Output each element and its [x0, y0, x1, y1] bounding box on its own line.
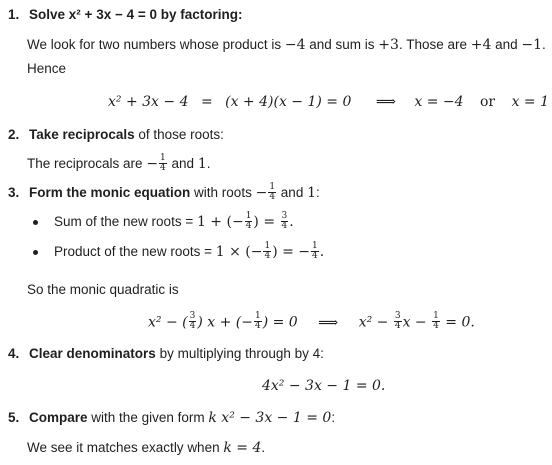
- denominator: 4: [254, 321, 261, 331]
- step-title-bold: Compare: [29, 410, 88, 425]
- fraction: [311, 242, 319, 261]
- implies-arrow: ⟹: [375, 94, 396, 110]
- denominator: 4: [433, 321, 439, 331]
- math: .: [319, 244, 325, 261]
- bullet-sum: [54, 213, 294, 232]
- text: .: [542, 37, 546, 52]
- monic-equation: [148, 313, 475, 332]
- denominator: 4: [245, 221, 252, 231]
- math: = 0.: [440, 314, 475, 331]
- text: The reciprocals are: [27, 156, 147, 172]
- math-value: −4: [284, 37, 306, 53]
- root-2: x = 1: [511, 94, 550, 110]
- math-sign: −: [255, 185, 268, 202]
- denominator: 4: [160, 163, 166, 173]
- math: ) x + (−: [197, 314, 253, 331]
- denominator: 4: [312, 251, 318, 261]
- fraction: [159, 154, 167, 173]
- step-1-heading: [8, 7, 243, 22]
- step-2-paragraph: [27, 155, 211, 174]
- denominator: 4: [189, 321, 196, 331]
- math-value: +3: [378, 37, 399, 53]
- step-title: Solve x² + 3x − 4 = 0 by factoring:: [29, 7, 243, 22]
- step-4-heading: [8, 346, 324, 361]
- denominator: 4: [269, 192, 276, 202]
- fraction: [268, 183, 276, 202]
- fraction: [189, 312, 197, 331]
- text: and: [491, 37, 522, 52]
- numerator: 1: [433, 311, 439, 321]
- step-title-bold: Form the monic equation: [29, 185, 191, 201]
- step-title-bold: Take reciprocals: [29, 127, 135, 142]
- implies-arrow: ⟹: [318, 314, 339, 331]
- math: 4x² − 3x − 1 = 0.: [262, 378, 386, 394]
- root-1: x = −4: [414, 94, 464, 110]
- text: We look for two numbers whose product is: [27, 37, 285, 52]
- math-value: +4: [470, 37, 492, 53]
- text: Sum of the new roots =: [54, 214, 197, 230]
- math-sign: −: [146, 156, 159, 173]
- step-1-paragraph: [27, 37, 546, 53]
- text: :: [316, 185, 320, 201]
- math: x² − (: [148, 314, 188, 331]
- math-value: 1: [197, 156, 207, 173]
- step-title-rest: by multiplying through by 4:: [155, 346, 324, 361]
- math: k x² − 3x − 1 = 0: [208, 410, 332, 426]
- step-3-heading: [8, 184, 320, 203]
- fraction: [432, 312, 440, 331]
- numerator: 3: [189, 311, 196, 321]
- math: x² −: [358, 314, 393, 331]
- bullet-icon: [33, 250, 38, 255]
- step-5-paragraph: [27, 440, 265, 456]
- text: .: [206, 156, 211, 172]
- numerator: 1: [269, 182, 276, 192]
- text: :: [331, 410, 336, 425]
- math: 1 + (−: [196, 214, 244, 231]
- text: and sum is: [305, 37, 379, 52]
- numerator: 1: [264, 241, 271, 251]
- text: We see it matches exactly when: [27, 440, 224, 455]
- text: .: [261, 440, 266, 455]
- fraction: [281, 212, 289, 231]
- equals-sign: =: [200, 94, 213, 110]
- equation-rhs: (x + 4)(x − 1) = 0: [225, 94, 352, 110]
- math-value: 1: [307, 185, 316, 202]
- step-number: 1.: [8, 7, 20, 22]
- step-number: 3.: [8, 185, 20, 201]
- bullet-product: [54, 243, 324, 262]
- step-number: 4.: [8, 346, 20, 361]
- math: k = 4: [223, 440, 262, 456]
- text: . Those are: [398, 37, 471, 52]
- text: Product of the new roots =: [54, 244, 216, 260]
- fraction: [245, 212, 253, 231]
- math: 1 × (−: [215, 244, 263, 261]
- fraction: [254, 312, 262, 331]
- or-word: or: [480, 94, 496, 110]
- step-title-rest: with roots: [190, 185, 256, 201]
- factoring-equation: [108, 94, 549, 110]
- step-1-hence: Hence: [27, 61, 67, 76]
- numerator: 1: [160, 153, 166, 163]
- denominator: 4: [281, 221, 288, 231]
- step-title-rest: with the given form: [87, 410, 209, 425]
- bullet-icon: [33, 220, 38, 225]
- math: ) =: [253, 214, 280, 231]
- step-title-rest: of those roots:: [134, 127, 224, 142]
- numerator: 3: [394, 311, 401, 321]
- fraction: [263, 242, 271, 261]
- step-2-heading: [8, 127, 224, 142]
- math: ) = 0: [262, 314, 298, 331]
- numerator: 1: [312, 241, 318, 251]
- text: and: [277, 185, 308, 201]
- numerator: 3: [281, 211, 288, 221]
- math: .: [289, 214, 294, 231]
- step-number: 5.: [8, 410, 20, 425]
- cleared-equation: [262, 378, 385, 394]
- math: x −: [402, 314, 432, 331]
- math: ) = −: [272, 244, 311, 261]
- step-title-bold: Clear denominators: [29, 346, 156, 361]
- step-5-heading: [8, 410, 335, 426]
- numerator: 1: [245, 211, 252, 221]
- text: and: [167, 156, 198, 172]
- equation-lhs: x² + 3x − 4: [108, 94, 189, 110]
- step-3-paragraph: So the monic quadratic is: [27, 282, 179, 297]
- fraction: [394, 312, 402, 331]
- step-number: 2.: [8, 127, 20, 142]
- math-value: −1: [521, 37, 543, 53]
- numerator: 1: [254, 311, 261, 321]
- denominator: 4: [394, 321, 401, 331]
- denominator: 4: [264, 251, 271, 261]
